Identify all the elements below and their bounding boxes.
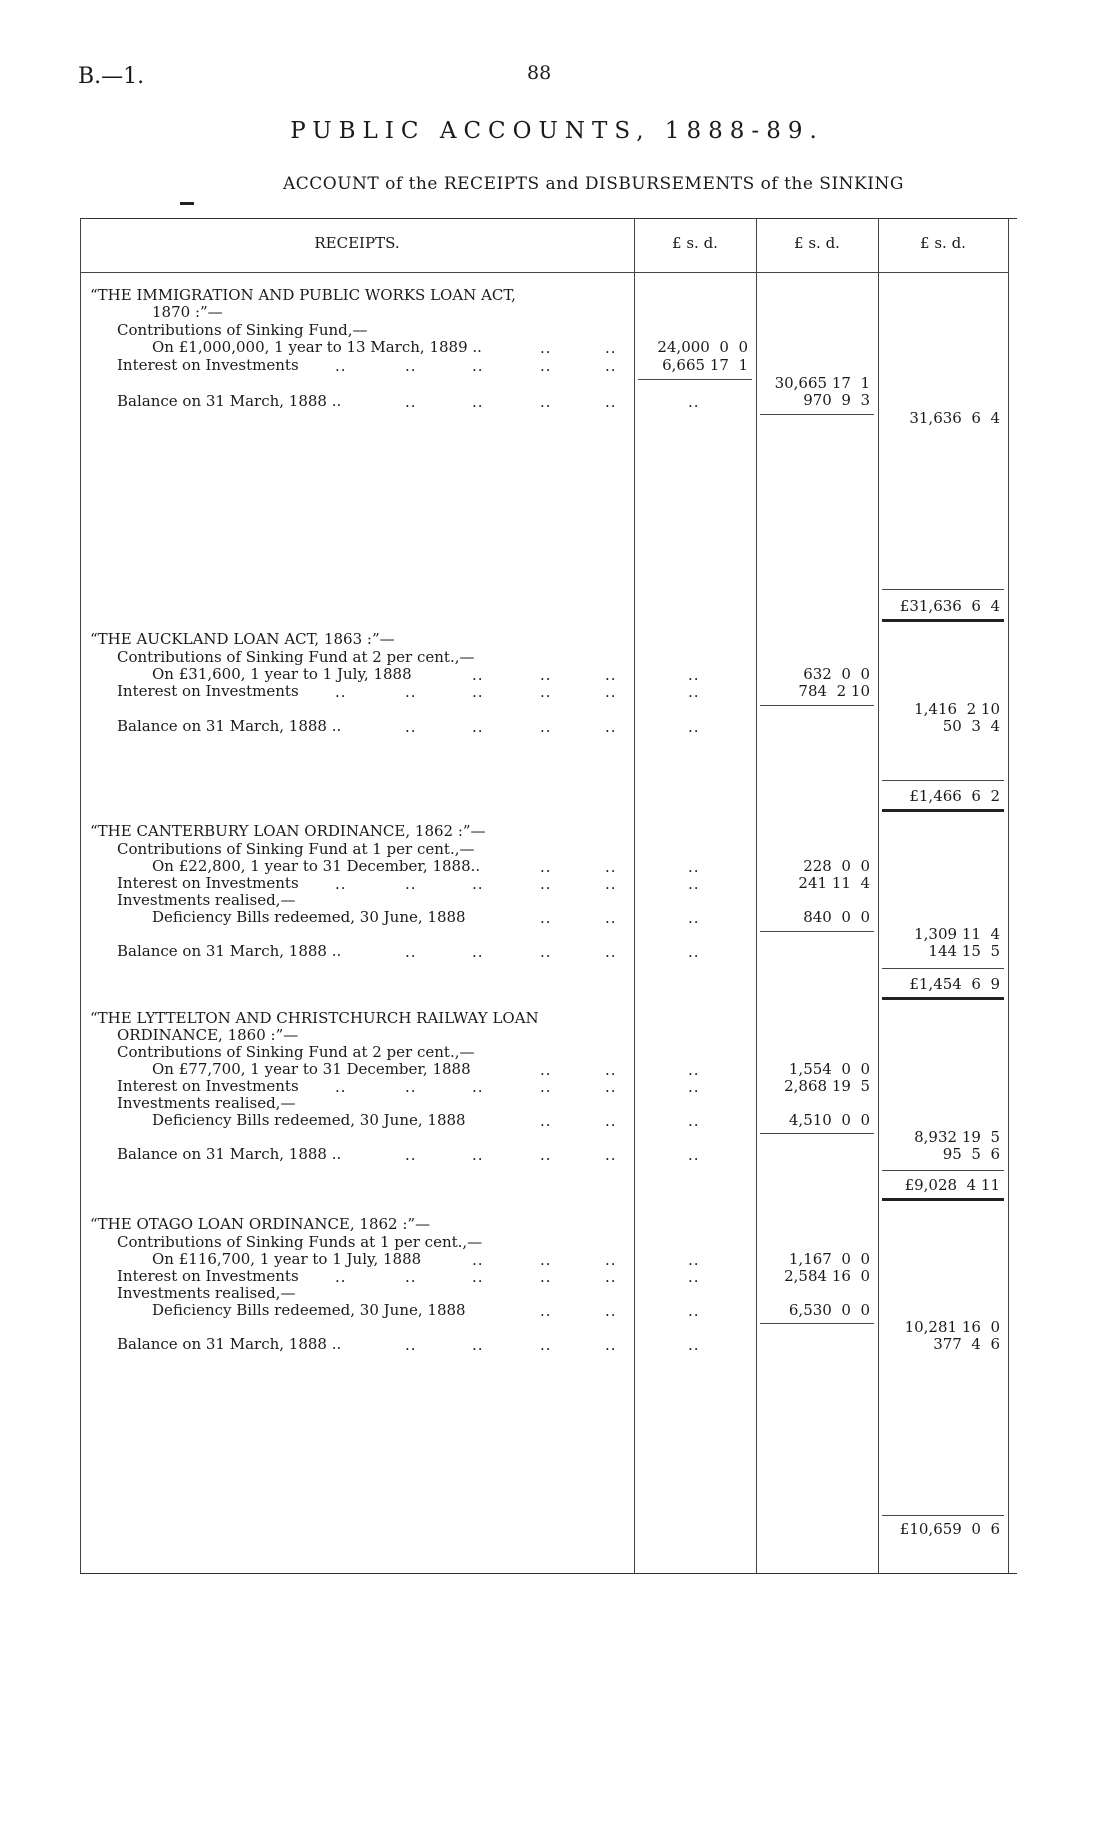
leader-dots: .. bbox=[605, 666, 617, 684]
section-heading: “THE IMMIGRATION AND PUBLIC WORKS LOAN ACT, bbox=[90, 286, 516, 304]
leader-dots: .. bbox=[605, 875, 617, 893]
document-reference: B.—1. bbox=[78, 64, 145, 89]
amount: 6,665 17 1 bbox=[662, 356, 748, 374]
leader-dots: .. bbox=[605, 1146, 617, 1164]
money-column-header-3: £ s. d. bbox=[920, 234, 966, 252]
money-column-header-2: £ s. d. bbox=[794, 234, 840, 252]
leader-dots: .. bbox=[540, 858, 552, 876]
leader-dots: .. bbox=[405, 357, 417, 375]
amount: 8,932 19 5 bbox=[914, 1128, 1000, 1146]
amount: 95 5 6 bbox=[942, 1145, 1000, 1163]
leader-dots: .. bbox=[540, 1078, 552, 1096]
leader-dots: .. bbox=[472, 1146, 484, 1164]
amount: 1,554 0 0 bbox=[788, 1060, 870, 1078]
section-heading-cont: 1870 :”— bbox=[152, 303, 223, 321]
leader-dots: .. bbox=[605, 393, 617, 411]
leader-dots: .. bbox=[688, 858, 700, 876]
leader-dots: .. bbox=[605, 1061, 617, 1079]
section-total: £31,636 6 4 bbox=[899, 597, 1000, 615]
line-label: Interest on Investments bbox=[117, 1077, 299, 1095]
leader-dots: .. bbox=[405, 1336, 417, 1354]
leader-dots: .. bbox=[335, 357, 347, 375]
amount: 10,281 16 0 bbox=[904, 1318, 1000, 1336]
line-label: Deficiency Bills redeemed, 30 June, 1888 bbox=[152, 1301, 466, 1319]
leader-dots: .. bbox=[472, 1336, 484, 1354]
leader-dots: .. bbox=[405, 718, 417, 736]
subtotal-rule bbox=[638, 379, 752, 380]
account-subtitle: ACCOUNT of the RECEIPTS and DISBURSEMENTS of the SINKING bbox=[283, 174, 904, 194]
leader-dots: .. bbox=[472, 683, 484, 701]
section-heading: “THE LYTTELTON AND CHRISTCHURCH RAILWAY LOAN bbox=[90, 1009, 539, 1027]
amount: 50 3 4 bbox=[942, 717, 1000, 735]
leader-dots: .. bbox=[472, 393, 484, 411]
page-number: 88 bbox=[527, 62, 552, 84]
leader-dots: .. bbox=[688, 718, 700, 736]
leader-dots: .. bbox=[472, 666, 484, 684]
leader-dots: .. bbox=[540, 1268, 552, 1286]
line-label: Contributions of Sinking Fund at 1 per cent.,— bbox=[117, 840, 475, 858]
leader-dots: .. bbox=[472, 357, 484, 375]
leader-dots: .. bbox=[335, 1268, 347, 1286]
leader-dots: .. bbox=[472, 875, 484, 893]
line-label: Balance on 31 March, 1888 .. bbox=[117, 392, 342, 410]
leader-dots: .. bbox=[688, 683, 700, 701]
line-label: Deficiency Bills redeemed, 30 June, 1888 bbox=[152, 1111, 466, 1129]
line-label: On £31,600, 1 year to 1 July, 1888 bbox=[152, 665, 412, 683]
table-right-border bbox=[1008, 218, 1009, 1573]
line-label: On £77,700, 1 year to 31 December, 1888 bbox=[152, 1060, 471, 1078]
total-double-rule bbox=[882, 809, 1004, 812]
leader-dots: .. bbox=[688, 909, 700, 927]
leader-dots: .. bbox=[335, 683, 347, 701]
section-total: £9,028 4 11 bbox=[904, 1176, 1000, 1194]
leader-dots: .. bbox=[605, 1078, 617, 1096]
line-label: Contributions of Sinking Fund at 2 per cent.,— bbox=[117, 648, 475, 666]
leader-dots: .. bbox=[688, 1336, 700, 1354]
section-heading: “THE AUCKLAND LOAN ACT, 1863 :”— bbox=[90, 630, 395, 648]
leader-dots: .. bbox=[335, 875, 347, 893]
amount: 2,868 19 5 bbox=[784, 1077, 870, 1095]
leader-dots: .. bbox=[605, 1336, 617, 1354]
line-label: Balance on 31 March, 1888 .. bbox=[117, 942, 342, 960]
subtotal-rule bbox=[760, 1133, 874, 1134]
line-label: Investments realised,— bbox=[117, 1284, 296, 1302]
line-label: Interest on Investments bbox=[117, 356, 299, 374]
table-left-border bbox=[80, 218, 81, 1573]
leader-dots: .. bbox=[540, 1112, 552, 1130]
leader-dots: .. bbox=[540, 666, 552, 684]
subtotal-rule bbox=[760, 414, 874, 415]
leader-dots: .. bbox=[472, 1078, 484, 1096]
leader-dots: .. bbox=[540, 1302, 552, 1320]
subtotal-rule bbox=[760, 705, 874, 706]
leader-dots: .. bbox=[688, 393, 700, 411]
leader-dots: .. bbox=[605, 909, 617, 927]
printer-mark bbox=[180, 202, 194, 205]
leader-dots: .. bbox=[688, 1112, 700, 1130]
amount: 1,167 0 0 bbox=[788, 1250, 870, 1268]
total-rule bbox=[882, 1515, 1004, 1516]
amount: 1,309 11 4 bbox=[914, 925, 1000, 943]
leader-dots: .. bbox=[405, 875, 417, 893]
leader-dots: .. bbox=[688, 1146, 700, 1164]
column-divider-2 bbox=[756, 218, 757, 1573]
line-label: On £116,700, 1 year to 1 July, 1888 bbox=[152, 1250, 422, 1268]
page-title: PUBLIC ACCOUNTS, 1888-89. bbox=[290, 118, 824, 144]
leader-dots: .. bbox=[688, 666, 700, 684]
leader-dots: .. bbox=[688, 1251, 700, 1269]
leader-dots: .. bbox=[540, 943, 552, 961]
leader-dots: .. bbox=[688, 943, 700, 961]
leader-dots: .. bbox=[540, 1251, 552, 1269]
amount: 970 9 3 bbox=[803, 391, 870, 409]
subtotal-rule bbox=[760, 931, 874, 932]
amount: 144 15 5 bbox=[928, 942, 1000, 960]
total-double-rule bbox=[882, 1198, 1004, 1201]
money-column-header-1: £ s. d. bbox=[672, 234, 718, 252]
leader-dots: .. bbox=[605, 1302, 617, 1320]
line-label: Investments realised,— bbox=[117, 1094, 296, 1112]
table-top-rule bbox=[80, 218, 1017, 219]
leader-dots: .. bbox=[540, 1336, 552, 1354]
line-label: Balance on 31 March, 1888 .. bbox=[117, 1335, 342, 1353]
line-label: Balance on 31 March, 1888 .. bbox=[117, 1145, 342, 1163]
line-label: On £1,000,000, 1 year to 13 March, 1889 .. bbox=[152, 338, 482, 356]
line-label: Balance on 31 March, 1888 .. bbox=[117, 717, 342, 735]
leader-dots: .. bbox=[405, 1078, 417, 1096]
section-total: £1,454 6 9 bbox=[909, 975, 1000, 993]
section-total: £1,466 6 2 bbox=[909, 787, 1000, 805]
amount: 784 2 10 bbox=[798, 682, 870, 700]
leader-dots: .. bbox=[605, 1268, 617, 1286]
leader-dots: .. bbox=[540, 718, 552, 736]
leader-dots: .. bbox=[688, 1078, 700, 1096]
leader-dots: .. bbox=[540, 683, 552, 701]
amount: 6,530 0 0 bbox=[788, 1301, 870, 1319]
line-label: Interest on Investments bbox=[117, 874, 299, 892]
amount: 377 4 6 bbox=[933, 1335, 1000, 1353]
leader-dots: .. bbox=[540, 1146, 552, 1164]
leader-dots: .. bbox=[405, 1146, 417, 1164]
leader-dots: .. bbox=[605, 1112, 617, 1130]
line-label: Interest on Investments bbox=[117, 682, 299, 700]
subtotal-rule bbox=[760, 1323, 874, 1324]
line-label: Contributions of Sinking Funds at 1 per cent.,— bbox=[117, 1233, 483, 1251]
total-rule bbox=[882, 589, 1004, 590]
amount: 1,416 2 10 bbox=[914, 700, 1000, 718]
total-double-rule bbox=[882, 619, 1004, 622]
section-heading: “THE OTAGO LOAN ORDINANCE, 1862 :”— bbox=[90, 1215, 431, 1233]
amount: 228 0 0 bbox=[803, 857, 870, 875]
section-heading: “THE CANTERBURY LOAN ORDINANCE, 1862 :”— bbox=[90, 822, 486, 840]
line-label: Interest on Investments bbox=[117, 1267, 299, 1285]
table-bottom-rule bbox=[80, 1573, 1017, 1574]
total-rule bbox=[882, 968, 1004, 969]
total-rule bbox=[882, 1170, 1004, 1171]
leader-dots: .. bbox=[405, 393, 417, 411]
leader-dots: .. bbox=[688, 1302, 700, 1320]
amount: 24,000 0 0 bbox=[657, 338, 748, 356]
leader-dots: .. bbox=[688, 875, 700, 893]
amount: 241 11 4 bbox=[798, 874, 870, 892]
leader-dots: .. bbox=[605, 1251, 617, 1269]
total-double-rule bbox=[882, 997, 1004, 1000]
receipts-column-header: RECEIPTS. bbox=[314, 234, 400, 252]
amount: 31,636 6 4 bbox=[909, 409, 1000, 427]
leader-dots: .. bbox=[688, 1268, 700, 1286]
leader-dots: .. bbox=[540, 393, 552, 411]
leader-dots: .. bbox=[540, 875, 552, 893]
amount: 840 0 0 bbox=[803, 908, 870, 926]
header-rule bbox=[80, 272, 1008, 273]
section-heading-cont: ORDINANCE, 1860 :”— bbox=[117, 1026, 299, 1044]
leader-dots: .. bbox=[472, 943, 484, 961]
line-label: Deficiency Bills redeemed, 30 June, 1888 bbox=[152, 908, 466, 926]
amount: 632 0 0 bbox=[803, 665, 870, 683]
leader-dots: .. bbox=[540, 339, 552, 357]
leader-dots: .. bbox=[688, 1061, 700, 1079]
leader-dots: .. bbox=[540, 1061, 552, 1079]
line-label: Contributions of Sinking Fund at 2 per cent.,— bbox=[117, 1043, 475, 1061]
leader-dots: .. bbox=[472, 1268, 484, 1286]
amount: 30,665 17 1 bbox=[774, 374, 870, 392]
leader-dots: .. bbox=[605, 858, 617, 876]
leader-dots: .. bbox=[540, 909, 552, 927]
line-label: On £22,800, 1 year to 31 December, 1888.. bbox=[152, 857, 481, 875]
leader-dots: .. bbox=[405, 943, 417, 961]
leader-dots: .. bbox=[605, 357, 617, 375]
leader-dots: .. bbox=[605, 683, 617, 701]
line-label: Investments realised,— bbox=[117, 891, 296, 909]
amount: 2,584 16 0 bbox=[784, 1267, 870, 1285]
column-divider-1 bbox=[634, 218, 635, 1573]
total-rule bbox=[882, 780, 1004, 781]
leader-dots: .. bbox=[540, 357, 552, 375]
leader-dots: .. bbox=[405, 1268, 417, 1286]
leader-dots: .. bbox=[405, 683, 417, 701]
leader-dots: .. bbox=[472, 1251, 484, 1269]
leader-dots: .. bbox=[335, 1078, 347, 1096]
leader-dots: .. bbox=[472, 718, 484, 736]
section-total: £10,659 0 6 bbox=[899, 1520, 1000, 1538]
line-label: Contributions of Sinking Fund,— bbox=[117, 321, 368, 339]
leader-dots: .. bbox=[605, 718, 617, 736]
leader-dots: .. bbox=[605, 339, 617, 357]
leader-dots: .. bbox=[605, 943, 617, 961]
amount: 4,510 0 0 bbox=[788, 1111, 870, 1129]
